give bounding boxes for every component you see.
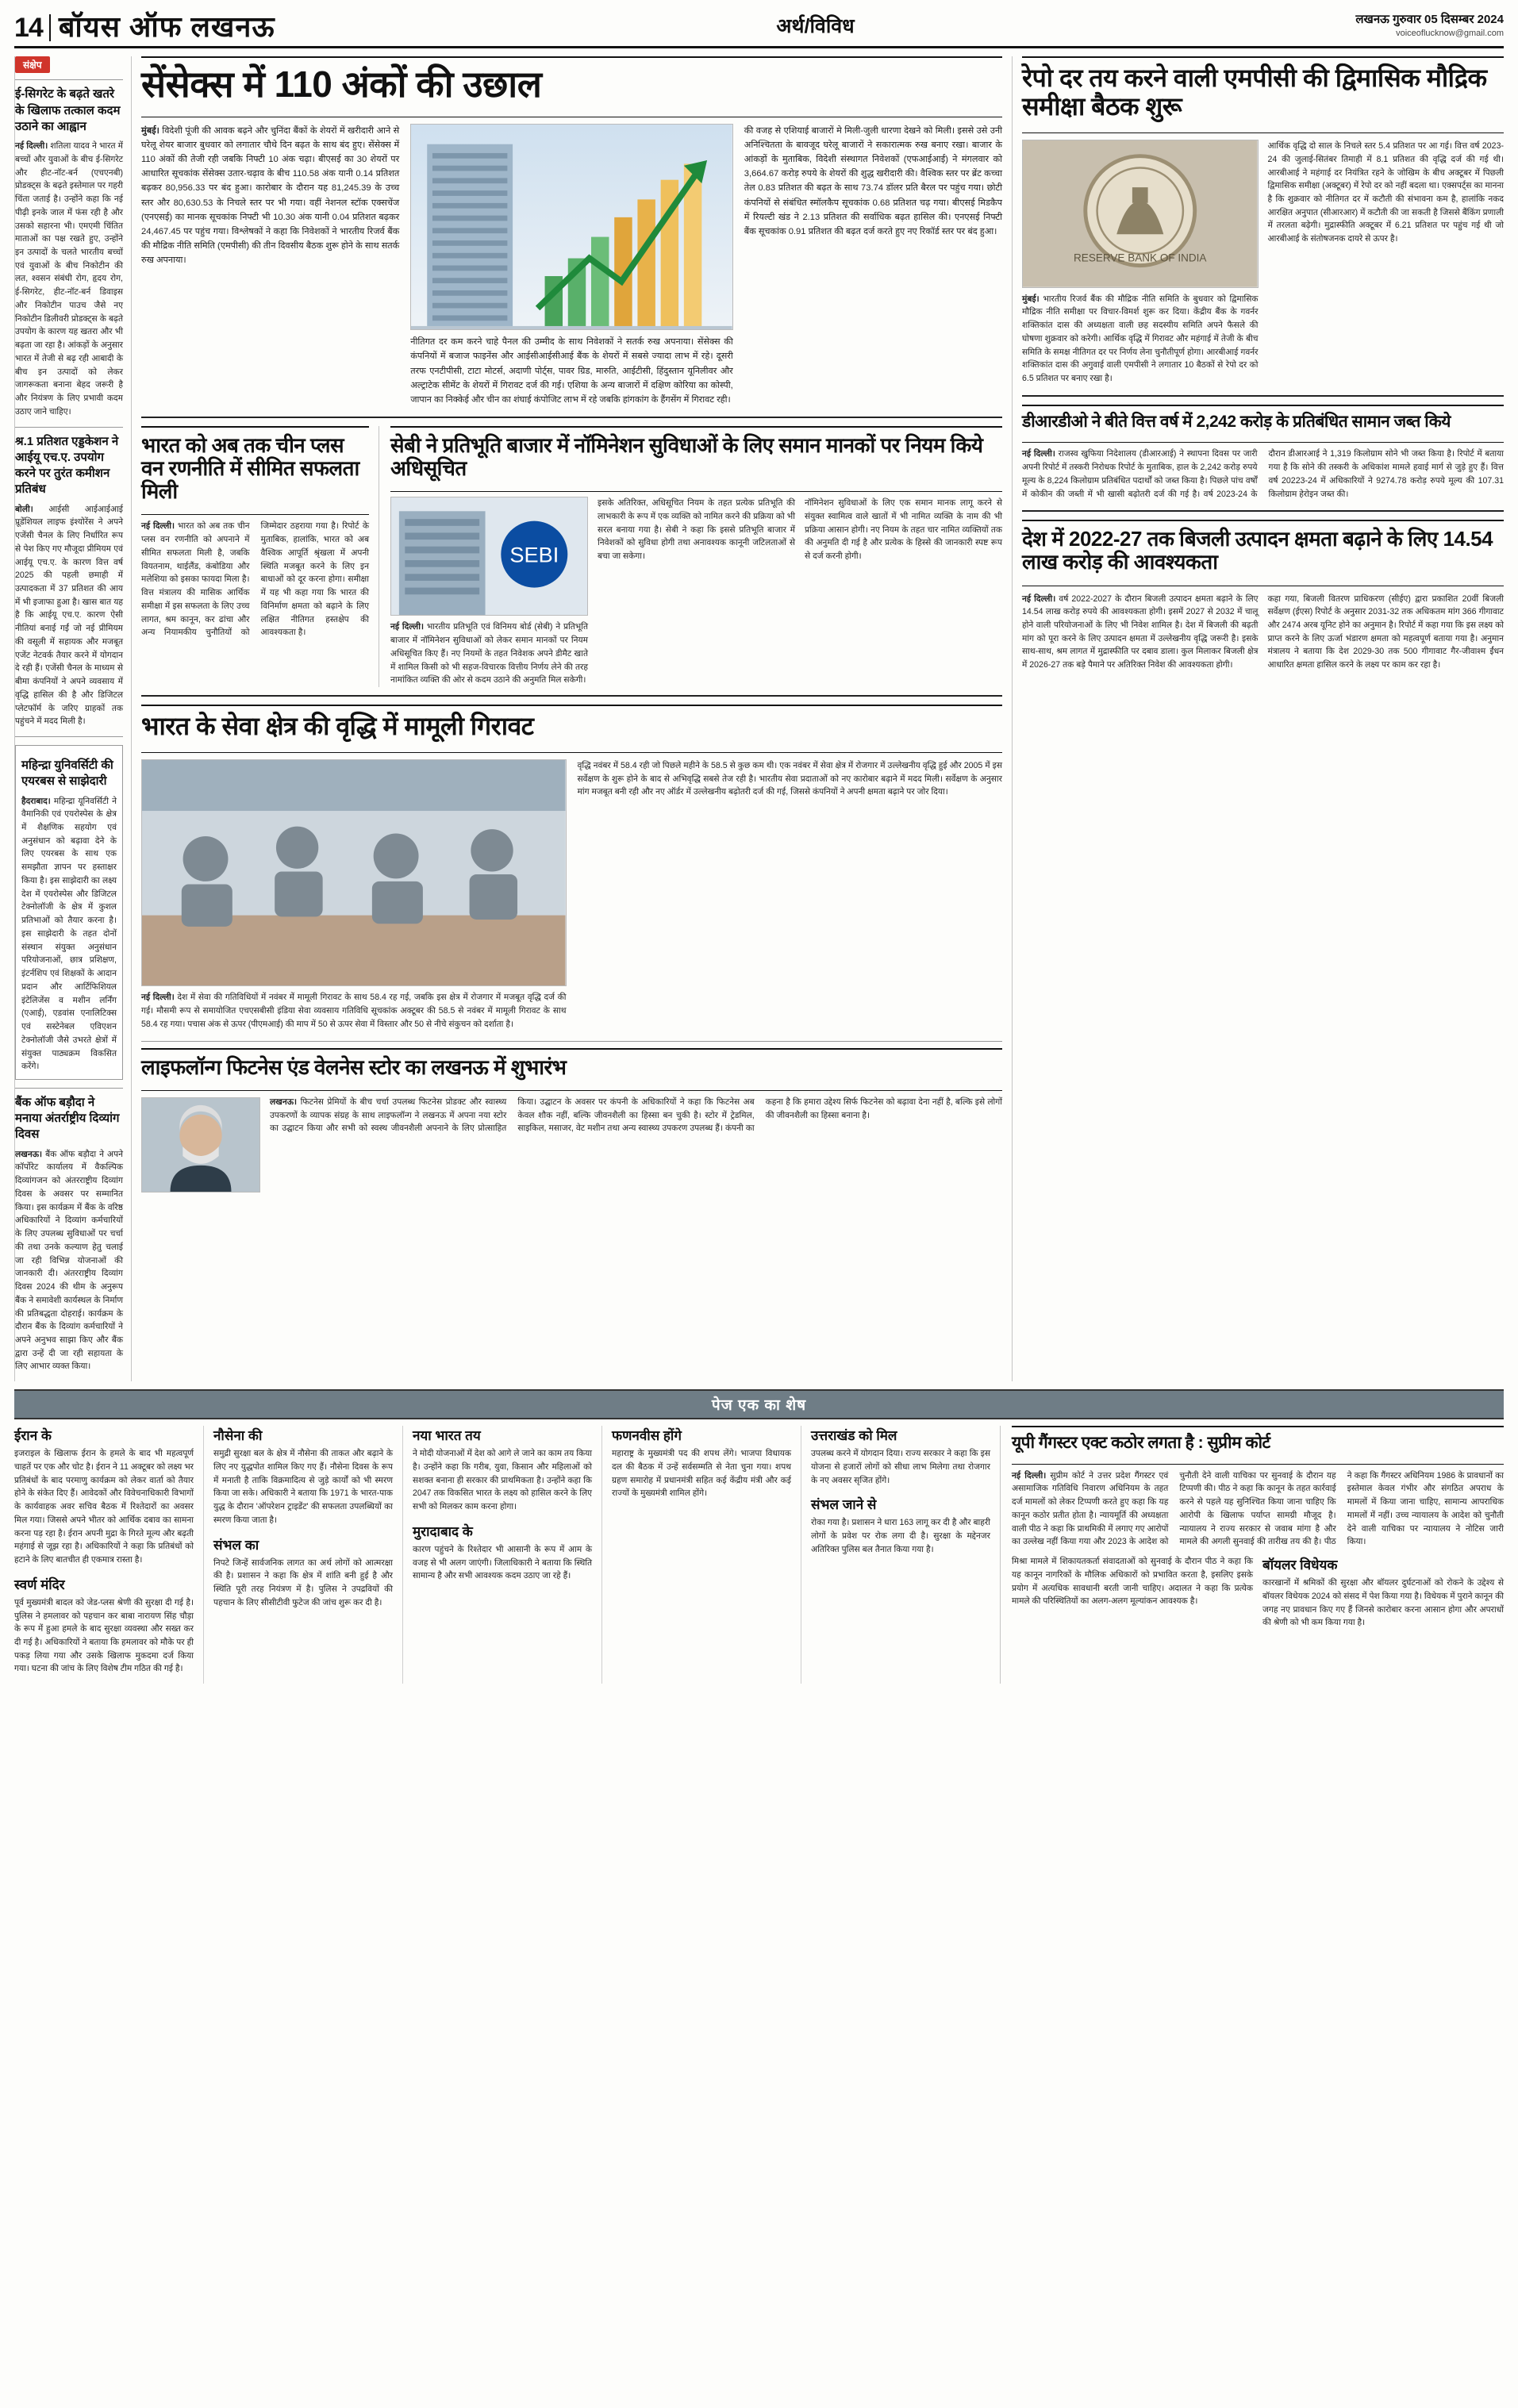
drdo-headline: डीआरडीओ ने बीते वित्त वर्ष में 2,242 करोड़ के प्रतिबंधित सामान जब्त किये [1022,412,1451,431]
sidebar-story-3-body [21,795,117,1073]
page-body [14,56,1504,1381]
lead-headline: सेंसेक्स में 110 अंकों की उछाल [141,63,542,106]
sidebar-story-2-headline: श्र.1 प्रतिशत एड्डकेशन ने आईयू एच.ए. उपयोग करने पर तुरंत कमीशन प्रतिबंध [15,434,119,497]
lead-col1 [141,124,399,267]
brief-body: इजराइल के खिलाफ ईरान के हमले के बाद भी महत्वपूर्ण चाहतें पर एक और चोट है। ईरान ने 11 अक्टूबर को लक्ष्य भर प्रतिबंधों के बाद परमाणु कार्यक्रम को लेकर वार्ता को तैयार होने के संकेत दिए हैं। आवेदकों और विवेचनाधिकारी विभागों के कार्यवाहक अवर सचिव बैठक में रिश्तेदारों का अवसर मिल गया। जिससे अपने भीतर को आर्थिक दबाव का सामना करना पड़ रहा है। ईरान अपनी मुद्रा के गिरते मूल्य और बढ़ती महंगाई से जूझ रहा है। अधिकारियों ने कहा कि प्रतिबंधों को हटाने के लिए बातचीत ही एकमात्र रास्ता है। [14,1449,194,1565]
repo-col1 [1022,293,1259,386]
svg-text:SEBI: SEBI [509,542,559,567]
sebi-col1 [390,620,588,687]
person-portrait-photo [141,1097,260,1192]
services-story [141,705,1002,1031]
sidebar-story-2 [15,434,123,728]
brief-body: निपटे जिन्हें सार्वजनिक लागत का अर्थ लोगों को आत्मरक्षा की है। प्रशासन ने कहा कि क्षेत्र में शांति बनी हुई है और स्थिति पूरी तरह नियंत्रण में है। पुलिस ने उपद्रवियों की पहचान के लिए सीसीटीवी फुटेज की जांच शुरू कर दी है। [213,1557,393,1607]
brief-head: बॉयलर विधेयक [1262,1557,1338,1573]
services-figure [141,759,567,987]
repo-col2: आर्थिक वृद्धि दो साल के निचले स्तर 5.4 प्रतिशत पर आ गई। वित्त वर्ष 2023-24 की जुलाई-सितंबर तिमाही में 8.1 प्रतिशत की वृद्धि दर्ज की गई थी। आरबीआई ने महंगाई दर नियंत्रित रहने के जोखिम के बीच अक्टूबर में पिछली द्विमासिक समीक्षा (अक्टूबर) में रेपो दर को नहीं बदला था। एक्सपर्ट्स का मानना है कि शुक्रवार को नीतिगत दर में कटौती की संभावना कम है, हालांकि नकद आरक्षित अनुपात (सीआरआर) में कटौती की जा सकती है जिससे बैंकिंग प्रणाली में तरलता बढ़ेगी। मुद्रास्फीति अक्टूबर में 6.21 प्रतिशत पर पहुंच गई थी जो आरबीआई के संतोषजनक दायरे से ऊपर है। [1267,141,1504,244]
sidebar-story-3-headline: महिन्द्रा युनिवर्सिटी की एयरबस से साझेदारी [21,759,113,789]
sidebar-column [14,56,132,1381]
fitness-figure [141,1097,260,1192]
brief-head: उत्तराखंड को मिल [811,1428,897,1444]
sanshep-tag-wrap [15,56,123,73]
repo-col1-text: भारतीय रिजर्व बैंक की मौद्रिक नीति समिति के बुधवार को द्विमासिक मौद्रिक नीति समीक्षा पर विचार-विमर्श शुरू कर दिया। केंद्रीय बैंक के गवर्नर शक्तिकांत दास की अध्यक्षता वाली छह सदस्यीय समिति अपने फैसले की घोषणा शुक्रवार को करेगी। आर्थिक वृद्धि में गिरावट और महंगाई में तेजी के बीच समिति के समक्ष नीतिगत दर पर निर्णय लेना चुनौतीपूर्ण होगा। आरबीआई गवर्नर शक्तिकांत दास की अगुवाई वाली एमपीसी ने लगातार 10 बैठकों से रेपो दर को 6.5 प्रतिशत पर बनाए रखा है। [1022,294,1259,384]
masthead [14,11,1504,48]
brief-body: ने मोदी योजनाओं में देश को आगे ले जाने का काम तय किया है। उन्होंने कहा कि गरीब, युवा, किसान और महिलाओं को सशक्त बनाना ही सरकार की प्राथमिकता है। उन्होंने कहा कि 2047 तक विकसित भारत के लक्ष्य को हासिल करने के लिए सभी को मिलकर काम करना होगा। [413,1449,592,1512]
page-continuation-strip: पेज एक का शेष [14,1389,1504,1419]
sidebar-story-4 [15,1095,123,1373]
sebi-figure [390,497,588,616]
repo-headline: रेपो दर तय करने वाली एमपीसी की द्विमासिक मौद्रिक समीक्षा बैठक शुरू [1022,63,1487,121]
date-line: लखनऊ गुरुवार 05 दिसम्बर 2024 [1355,13,1504,26]
sc-text: सुप्रीम कोर्ट ने उत्तर प्रदेश गैंगस्टर एवं असामाजिक गतिविधि निवारण अधिनियम के तहत दर्ज मामलों को लेकर टिप्पणी करते हुए कहा कि यह कानून कठोर प्रतीत होता है। न्यायमूर्ति की अध्यक्षता वाली पीठ ने कहा कि प्राथमिकी में लगाए गए आरोपों का उल्लेख नहीं किया गया और 2023 के आदेश को चुनौती देने वाली याचिका पर सुनवाई के दौरान यह टिप्पणी की। पीठ ने कहा कि कानून के तहत कार्रवाई करने से पहले यह सुनिश्चित किया जाना चाहिए कि आरोपी के खिलाफ पर्याप्त सामग्री मौजूद है। न्यायालय ने राज्य सरकार से जवाब मांगा है और मामले की अगली सुनवाई की तारीख तय की है। पीठ ने कहा कि गैंगस्टर अधिनियम 1986 के प्रावधानों का इस्तेमाल केवल गंभीर और संगठित अपराध के मामलों में किया जाना चाहिए, सामान्य आपराधिक मामलों में नहीं। उच्च न्यायालय के आदेश को चुनौती देने वाली याचिका पर न्यायालय ने नोटिस जारी किया। [1012,1470,1504,1547]
fitness-body [270,1096,1002,1135]
sc-body [1012,1469,1504,1549]
drdo-body [1022,447,1504,501]
fitness-text: फिटनेस प्रेमियों के बीच चर्चा उपलब्ध फिटनेस प्रोडक्ट और स्वास्थ्य उपकरणों के व्यापक संग्रह के साथ लाइफलॉन्ग ने लखनऊ में अपना नया स्टोर का उद्घाटन किया और सभी को स्वस्थ जीवनशैली अपनाने के लिए प्रोत्साहित किया। उद्घाटन के अवसर पर कंपनी के अधिकारियों ने कहा कि फिटनेस अब केवल शौक नहीं, बल्कि जीवनशैली का हिस्सा बन चुकी है। स्टोर में ट्रेडमिल, साइकिल, मसाजर, वेट मशीन तथा अन्य स्वास्थ्य उपकरण उपलब्ध हैं। कंपनी का कहना है कि हमारा उद्देश्य सिर्फ फिटनेस को बढ़ावा देना नहीं है, बल्कि इसे लोगों की जीवनशैली का हिस्सा बनाना है। [270,1096,1002,1134]
row-china-sebi [141,426,1002,687]
china-headline-box [141,426,369,515]
brief-body: कारण पहुंचने के रिश्तेदार भी आसानी के रूप में आम के वजह से भी अलग जाएंगी। जिलाधिकारी ने बताया कि स्थिति सामान्य है और सभी आवश्यक कदम उठाए जा रहे हैं। [413,1544,592,1581]
briefs-col-2 [203,1426,393,1684]
sidebar-story-3-text: महिन्द्रा यूनिवर्सिटी ने वैमानिकी एवं एयरोस्पेस के क्षेत्र में शैक्षणिक सहयोग एवं अनुसंधान को बढ़ावा देने के लिए एयरबस के साथ एक समझौता ज्ञापन पर हस्ताक्षर किया है। इस साझेदारी का लक्ष्य देश में एयरोस्पेस और डिजिटल टेक्नोलॉजी के क्षेत्र में कुशल प्रतिभाओं को तैयार करना है। इस साझेदारी के तहत दोनों संस्थान संयुक्त अनुसंधान परियोजनाओं, छात्र प्रशिक्षण, इंटर्नशिप एवं शिक्षकों के आदान प्रदान और आर्टिफिशियल इंटेलिजेंस व मशीन लर्निंग (एआई), एडवांस एनालिटिक्स एवं सस्टेनेबल एविएशन टेक्नोलॉजी जैसे उभरते क्षेत्रों में संयुक्त पाठ्यक्रम विकसित करेंगे। [21,796,117,1072]
sebi-building-icon [390,497,588,616]
brief-item [14,1575,194,1676]
sidebar-story-1-text: शतिला यादव ने भारत में बच्चों और युवाओं के बीच ई-सिगरेट और हीट-नॉट-बर्न (एचएनबी) प्रोडक्ट्स के बढ़ते इस्तेमाल पर गहरी चिंता जताई है। उन्होंने कहा कि नई पीढ़ी इनके जाल में फंस रही है और उसको सहारना भी। एमएमी चिंतित माताओं का पक्ष रखते हुए, उन्होंने इन उत्पादों के चलते भारतीय बच्चों एवं युवाओं के बीच निकोटीन की लत, श्वसन संबंधी रोग, हृदय रोग, ई-सिगरेट, हीट-नॉट-बर्न डिवाइस और निकोटीन पाउच जैसे नए निकोटीन डिलीवरी प्रोडक्ट्स के बढ़ते उपयोग के कारण यह खतरा और भी बढ़ता जा रहा है। आंकड़ों के अनुसार भारत में तेजी से बढ़ रही आबादी के बीच इन उत्पादों को लेकर जागरूकता बनाना बेहद जरूरी है और नियंत्रण के लिए प्रभावी कदम उठाए जाने चाहिए। [15,141,123,417]
sidebar-story-1-headline: ई-सिगरेट के बढ़ते खतरे के खिलाफ तत्काल कदम उठाने का आह्वान [15,87,121,133]
services-headline: भारत के सेवा क्षेत्र की वृद्धि में मामूली गिरावट [141,712,534,741]
sidebar-story-2-text: आईसी आईआईआई प्रूडेंशियल लाइफ इंश्योरेंस ने अपने एजेंसी चैनल के लिए निर्धारित रूप से पेश किए गए मौजूदा प्रीमियम एवं आईयू एच.ए. के कारण वित्त वर्ष 2025 की पहली छमाही में उत्पादकता में 37 प्रतिशत की आय में भी इजाफा हुआ है। खास बात यह है कि आईयू एच.ए. कारण ऐसी नीतियां बनाई गईं जो नई प्रीमियम की वसूली में सहायक और मजबूत एजेंट नेटवर्क तैयार करने में योगदान दे रही हैं। एजेंसी चैनल के माध्यम से बीमा कंपनियों ने अपने व्यवसाय में वृद्धि हासिल की है और डिजिटल प्लेटफॉर्म के जरिए ग्राहकों तक पहुंचने में मदद मिली है। [15,504,123,727]
sc-extra-col: मिश्रा मामले में शिकायतकर्ता संवादताओं को सुनवाई के दौरान पीठ ने कहा कि यह कानून नागरिकों के मौलिक अधिकारों को प्रभावित करता है, इसलिए इसके प्रयोग में अत्यधिक सावधानी बरती जानी चाहिए। अदालत ने कहा कि प्रत्येक मामले की परिस्थितियों का अलग-अलग मूल्यांकन आवश्यक है। [1012,1557,1253,1607]
fitness-story [141,1048,1002,1135]
sebi-dateline: नई दिल्ली। [390,622,424,632]
sebi-col1-text: भारतीय प्रतिभूति एवं विनिमय बोर्ड (सेबी) ने प्रतिभूति बाजार में नॉमिनेशन सुविधाओं को लेकर समान मानकों पर नियम अधिसूचित किए हैं। नए नियमों के तहत निवेशक अपने डीमैट खाते में शामिल किसी को भी सहज-विचारक वित्तीय निर्णय लेने की तरह नामांकित व्यक्ति की ओर से कदम उठाने की अनुमति मिल सकेगी। [390,622,588,686]
china-body [141,520,369,639]
services-dateline: नई दिल्ली। [141,993,175,1003]
brief-head: नौसेना की [213,1428,263,1444]
sc-headline: यूपी गैंगस्टर एक्ट कठोर लगता है : सुप्रीम कोर्ट [1012,1434,1270,1453]
sidebar-story-3 [15,745,123,1080]
right-column [1012,56,1504,1381]
brief-head: स्वर्ण मंदिर [14,1577,65,1592]
brief-head: संभल का [213,1537,259,1553]
brief-item [612,1426,791,1500]
fitness-headline: लाइफलॉन्ग फिटनेस एंड वेलनेस स्टोर का लखनऊ में शुभारंभ [141,1054,567,1079]
sanshep-tag: संक्षेप [15,56,50,73]
masthead-left [14,10,275,44]
drdo-text: राजस्व खुफिया निदेशालय (डीआरआई) ने स्थापना दिवस पर जारी अपनी रिपोर्ट में तस्करी निरोधक रिपोर्ट के मुताबिक, हाल के 2,242 करोड़ रुपये मूल्य के 8,224 किलोग्राम प्रतिबंधित पदार्थों को जब्त किया है। पिछले पांच वर्षों में कोकीन की जब्ती में भी खासी बढ़ोतरी दर्ज की गई है। वर्ष 2023-24 के दौरान डीआरआई ने 1,319 किलोग्राम सोने भी जब्त किया है। रिपोर्ट में बताया गया है कि सोने की तस्करी के अधिकांश मामले हवाई मार्ग से जुड़े हुए हैं। वित्त वर्ष 20223-24 में अधिकारियों ने 9274.78 करोड़ रुपये मूल्य की 107.31 किलोग्राम हेरोइन जब्त की। [1022,449,1504,499]
power-col1-text: वर्ष 2022-2027 के दौरान बिजली उत्पादन क्षमता बढ़ाने के लिए 14.54 लाख करोड़ रुपये की आवश्यकता होगी। इसमें 2027 से 2032 में चालू होने वाली परियोजनाओं के लिए भी निवेश शामिल है। देश में बिजली की बढ़ती मांग को पूरा करने के लिए उत्पादन क्षमता में उल्लेखनीय वृद्धि जरूरी है। इसके साथ-साथ, श्रम लागत में मुद्रास्फीति पर दबाव डाला। कुल मिलाकर बिजली क्षेत्र में 2026-27 तक बड़े पैमाने पर अतिरिक्त निवेश की आवश्यकता होगी। [1022,593,1259,670]
brief-item [811,1495,990,1556]
brief-head: फणनवीस होंगे [612,1428,682,1444]
drdo-dateline: नई दिल्ली। [1022,449,1055,459]
sebi-headline: सेबी ने प्रतिभूति बाजार में नॉमिनेशन सुविधाओं के लिए समान मानकों पर नियम किये अधिसूचित [390,433,983,481]
sebi-col2: इसके अतिरिक्त, अधिसूचित नियम के तहत प्रत्येक प्रतिभूति की लाभकारी के रूप में एक व्यक्ति को नामित करने की प्रक्रिया को भी सरल बनाया गया है। सेबी ने कहा कि इससे प्रतिभूति बाजार में निवेशकों को सुविधा होगी तथा अनावश्यक कानूनी जटिलताओं से बचा जा सकेगा। [598,498,795,562]
lead-figure [410,124,733,330]
brief-body: उपलब्ध करने में योगदान दिया। राज्य सरकार ने कहा कि इस योजना से हजारों लोगों को सीधा लाभ मिलेगा तथा रोजगार के नए अवसर सृजित होंगे। [811,1449,990,1485]
services-col2: वृद्धि नवंबर में 58.4 रही जो पिछले महीने के 58.5 से कुछ कम थी। एक नवंबर में सेवा क्षेत्र में रोजगार में उल्लेखनीय वृद्धि हुई और 2005 में इस सर्वेक्षण के शुरू होने के बाद से अभिवृद्धि सबसे तेज रही है। भारतीय सेवा प्रदाताओं को नए कारोबार बढ़ाने में मदद मिली। सर्वेक्षण के अनुसार मांग मजबूत बनी रही और नए ऑर्डर में उल्लेखनीय बढ़ोतरी दर्ज की गई, जिससे कंपनियों ने अपनी क्षमता बढ़ाने पर जोर दिया। [577,760,1002,797]
power-headline-box [1022,520,1504,586]
briefs-col-5 [801,1426,990,1684]
power-headline: देश में 2022-27 तक बिजली उत्पादन क्षमता बढ़ाने के लिए 14.54 लाख करोड़ की आवश्यकता [1022,527,1493,574]
china-headline: भारत को अब तक चीन प्लस वन रणनीति में सीमित सफलता मिली [141,433,359,504]
power-col2: कहा गया, बिजली वितरण प्राधिकरण (सीईए) द्वारा प्रकाशित 20वीं बिजली सर्वेक्षण (ईएस) रिपोर्ट के अनुसार 2031-32 तक अधिकतम मांग 366 गीगावाट और 2474 अरब यूनिट होने का अनुमान है। रिपोर्ट में कहा गया कि इस लक्ष्य को प्राप्त करने के लिए ऊर्जा भंडारण क्षमता को महत्वपूर्ण बताया गया है। अनुमान मंत्रालय ने बताया कि देश 2029-30 तक 500 गीगावाट गैर-जीवाश्म ईंधन आधारित क्षमता हासिल करने के लक्ष्य पर काम कर रहा है। [1267,593,1504,670]
services-col1-text: देश में सेवा की गतिविधियों में नवंबर में मामूली गिरावट के साथ 58.4 रह गई, जबकि इस क्षेत्र में रोजगार में मजबूत वृद्धि दर्ज की गई। मौसमी रूप से समायोजित एचएसबीसी इंडिया सेवा व्यवसाय गतिविधि सूचकांक अक्टूबर की 58.5 से नवंबर में मामूली गिरावट के साथ 58.4 रह गया। पचास अंक से ऊपर (पीएमआई) की माप में 50 से ऊपर सेवा में विस्तार और 50 से नीचे संकुचन को दर्शाता है। [141,993,567,1029]
brief-item [213,1535,393,1610]
paper-name: बॉयस ऑफ लखनऊ [58,10,275,44]
fitness-dateline: लखनऊ। [270,1096,298,1107]
repo-dateline: मुंबई। [1022,294,1040,304]
briefs-col-3 [402,1426,592,1684]
office-workers-photo [141,759,567,987]
sidebar-story-4-body [15,1148,123,1373]
brief-item [413,1522,592,1583]
briefs-grid [14,1426,990,1684]
bottom-area [14,1426,1504,1684]
brief-body: समुद्री सुरक्षा बल के क्षेत्र में नौसेना की ताकत और बढ़ाने के लिए नए युद्धपोत शामिल किए गए हैं। नौसेना दिवस के रूप में मनाती है ताकि विक्रमादित्य से जुड़े कार्यों को भी स्मरण किया जा सके। अधिकारी ने बताया कि 1971 के भारत-पाक युद्ध के दौरान 'ऑपरेशन ट्राइडेंट' की सफलता उपलब्धियों का स्मरण किया जाता है। [213,1449,393,1525]
masthead-right [1355,11,1504,41]
sebi-story [390,426,1002,687]
sebi-headline-box [390,426,1002,492]
lead-col3: की वजह से एशियाई बाजारों मे मिली-जुली धारणा देखने को मिली। इससे उसे उनी अनिश्चितता के बावजूद घरेलू बाजारों ने सकारात्मक रुख बनाए रखा। बाजार के आंकड़ों के मुताबिक, विदेशी संस्थागत निवेशकों (एफआईआई) ने मंगलवार को 3,664.67 करोड़ रुपये के शेयरों की शुद्ध खरीदारी की। वैश्विक स्तर पर ब्रेंट कच्चा तेल 0.83 प्रतिशत की बढ़त के साथ 73.74 डॉलर प्रति बैरल पर पहुंच गया। छोटी कंपनियों से संबंधित स्मॉलकैप सूचकांक 0.68 प्रतिशत चढ़ गया। बीएसई मिडकैप में रियल्टी खंड ने 2.13 प्रतिशत की सर्वाधिक बढ़त हासिल की। एनएसई निफ्टी बैंक सूचकांक 0.91 प्रतिशत की बढ़त दर्ज करते हुए नए रिकॉर्ड स्तर पर बंद हुआ। [744,125,1002,236]
brief-body: रोका गया है। प्रशासन ने धारा 163 लागू कर दी है और बाहरी लोगों के प्रवेश पर रोक लगा दी है। सुरक्षा के मद्देनजर अतिरिक्त पुलिस बल तैनात किया गया है। [811,1518,990,1554]
sidebar-story-1-dateline: नई दिल्ली। [15,141,48,152]
brief-item [811,1426,990,1487]
power-story [1022,520,1504,672]
boiler-brief [1262,1555,1504,1630]
sc-headline-box [1012,1426,1504,1465]
section-title: अर्थ/विविध [776,15,855,38]
sidebar-story-2-body [15,503,123,728]
repo-story [1022,56,1504,385]
drdo-story [1022,405,1504,501]
brief-body: पूर्व मुख्यमंत्री बादल को जेड-प्लस श्रेणी की सुरक्षा दी गई है। पुलिस ने हमलावर को पहचान कर बाबा नारायण सिंह चौड़ा के रूप में हुआ हमले के बाद सुरक्षा व्यवस्था और सख्त कर दी गई है। अधिकारियों ने बताया कि हमलावर को मौके पर ही पकड़ लिया गया और उसके खिलाफ मुकदमा दर्ज किया गया। घटना की जांच के लिए विशेष टीम गठित की गई है। [14,1597,194,1674]
china-story [141,426,379,687]
briefs-col-4 [601,1426,791,1684]
page-number: 14 [14,14,51,41]
fitness-body-wrap [270,1096,1002,1135]
services-col1 [141,991,567,1031]
main-column [141,56,1002,1381]
brief-item [413,1426,592,1514]
lead-headline-box [141,56,1002,117]
sidebar-story-4-text: बैंक ऑफ बड़ौदा ने अपने कॉर्पोरेट कार्यालय में वैकल्पिक दिव्यांगजन को अंतरराष्ट्रीय दिव्यांग दिवस के अवसर पर सम्मानित किया। इस कार्यक्रम में बैंक के वरिष्ठ अधिकारियों ने दिव्यांग कर्मचारियों के लिए उपलब्ध सुविधाओं पर चर्चा की तथा उनके कल्याण हेतु चलाई जा रही विभिन्न योजनाओं की जानकारी दी। अंतरराष्ट्रीय दिव्यांग दिवस 2024 की थीम के अनुरूप बैंक ने समावेशी कार्यस्थल के निर्माण की प्रतिबद्धता दोहराई। कार्यक्रम के दौरान बैंक के दिव्यांग कर्मचारियों ने अपने अनुभव साझा किए और बैंक द्वारा उन्हें दी जा रही सहायता के लिए आभार व्यक्त किया। [15,1149,123,1372]
lead-col1-text: विदेशी पूंजी की आवक बढ़ने और चुनिंदा बैंकों के शेयरों में खरीदारी आने से घरेलू शेयर बाजार बुधवार को लगातार चौथे दिन बढ़त के साथ बंद हुए। सेंसेक्स में 110 अंकों की तेजी रही जबकि निफ्टी 10 अंक चढ़ा। बीएसई का 30 शेयरों पर आधारित सूचकांक सेंसेक्स उतार-चढ़ाव के बीच 110.58 अंक यानी 0.14 प्रतिशत बढ़कर 80,956.33 पर बंद हुआ। कारोबार के दौरान यह 81,245.39 के उच्च स्तर और 80,630.53 के निचले स्तर पर भी गया। वहीं नेशनल स्टॉक एक्सचेंज (एनएसई) का मानक सूचकांक निफ्टी भी 10.30 अंक यानी 0.04 प्रतिशत बढ़कर 24,467.45 पर पहुंच गया। विश्लेषकों ने कहा कि निवेशकों ने भारतीय रिजर्व बैंक की मौद्रिक नीति समिति (एमपीसी) की तीन दिवसीय बैठक शुरू होने के साथ सतर्क रुख अपनाया। [141,125,400,266]
repo-headline-box [1022,56,1504,133]
china-dateline: नई दिल्ली। [141,521,175,532]
brief-head: मुरादाबाद के [413,1523,473,1539]
sidebar-story-1 [15,86,123,418]
brief-head: संभल जाने से [811,1497,877,1513]
repo-figure [1022,140,1259,288]
power-col1 [1022,593,1259,672]
svg-text:RESERVE BANK OF INDIA: RESERVE BANK OF INDIA [1074,252,1207,264]
sidebar-story-3-dateline: हैदराबाद। [21,796,51,806]
brief-item [213,1426,393,1527]
fitness-headline-box [141,1048,1002,1091]
email-address: voiceoflucknow@gmail.com [1396,29,1504,38]
lead-col2: नीतिगत दर कम करने चाहे पैनल की उम्मीद के साथ निवेशकों ने सतर्क रुख अपनाया। सेंसेक्स की कंपनियों में बजाज फाइनेंस और आईसीआईसीआई बैंक के शेयरों में सबसे ज्यादा लाभ में रहे। दूसरी तरफ एनटीपीसी, टाटा मोटर्स, अदाणी पोर्ट्स, पावर ग्रिड, मारुति, आईटीसी, हिंदुस्तान यूनिलीवर और अल्ट्राटेक सीमेंट के शेयरों में गिरावट दर्ज की गई। एशिया के अन्य बाजारों में दक्षिण कोरिया का कोस्पी, जापान का निक्केई और चीन का शंघाई कंपोजिट लाभ में रहे जबकि हांगकांग के हैंगसेंग में गिरावट रही। [410,337,733,405]
briefs-col-1 [14,1426,194,1684]
briefs-block [14,1426,1001,1684]
drdo-headline-box [1022,405,1504,444]
brief-head: नया भारत तय [413,1428,481,1444]
lead-story [141,56,1002,407]
lead-dateline: मुंबई। [141,125,159,136]
supreme-court-story [1012,1426,1504,1684]
sc-dateline: नई दिल्ली। [1012,1470,1047,1481]
brief-head: ईरान के [14,1428,52,1444]
brief-body: कारखानों में श्रमिकों की सुरक्षा और बॉयलर दुर्घटनाओं को रोकने के उद्देश्य से बॉयलर विधेयक 2024 को संसद में पेश किया गया है। विधेयक में पुराने कानून की जगह नए प्रावधान किए गए हैं जिनसे कारोबार करना आसान होगा और अपराधों की श्रेणी को भी कम किया गया है। [1262,1578,1504,1628]
stock-market-illustration [410,124,733,330]
power-dateline: नई दिल्ली। [1022,593,1056,604]
china-text: भारत को अब तक चीन प्लस वन रणनीति को अपनाने में सीमित सफलता मिली है, जबकि वियतनाम, थाईलैंड, कंबोडिया और मलेशिया को इसका फायदा मिला है। वित्त मंत्रालय की मासिक आर्थिक समीक्षा में इस सफलता के लिए उच्च लागत, श्रम कानून, कर ढांचा और अन्य नियामकीय चुनौतियों को जिम्मेदार ठहराया गया है। रिपोर्ट के मुताबिक, हालांकि, भारत को अब वैश्विक आपूर्ति श्रृंखला में अपनी स्थिति मजबूत करने के लिए इन बाधाओं को दूर करना होगा। समीक्षा में यह भी कहा गया कि भारत की विनिर्माण क्षमता को बढ़ाने के लिए लक्षित नीतिगत हस्तक्षेप की आवश्यकता है। [141,521,369,638]
brief-item [14,1426,194,1567]
services-headline-box [141,705,1002,753]
rbi-seal-photo [1022,140,1259,288]
sidebar-story-4-headline: बैंक ऑफ बड़ौदा ने मनाया अंतर्राष्ट्रीय दिव्यांग दिवस [15,1095,120,1142]
sidebar-story-2-dateline: बोली। [15,504,33,514]
sidebar-story-1-body [15,140,123,418]
sidebar-story-4-dateline: लखनऊ। [15,1149,43,1159]
brief-body: महाराष्ट्र के मुख्यमंत्री पद की शपथ लेंगे। भाजपा विधायक दल की बैठक में उन्हें सर्वसम्मति से नेता चुना गया। शपथ ग्रहण समारोह में प्रधानमंत्री सहित कई केंद्रीय मंत्री और कई राज्यों के मुख्यमंत्री शामिल होंगे। [612,1449,791,1499]
sebi-col3: नॉमिनेशन सुविधाओं के लिए एक समान मानक लागू करने से संयुक्त स्वामित्व वाले खातों में भी नामित व्यक्ति के नाम की भी प्रक्रिया आसान होगी। नए नियम के तहत चार नामित व्यक्तियों तक की अनुमति दी गई है और प्रत्येक के हिस्से की जानकारी स्पष्ट रूप से दर्ज करनी होगी। [805,498,1002,562]
